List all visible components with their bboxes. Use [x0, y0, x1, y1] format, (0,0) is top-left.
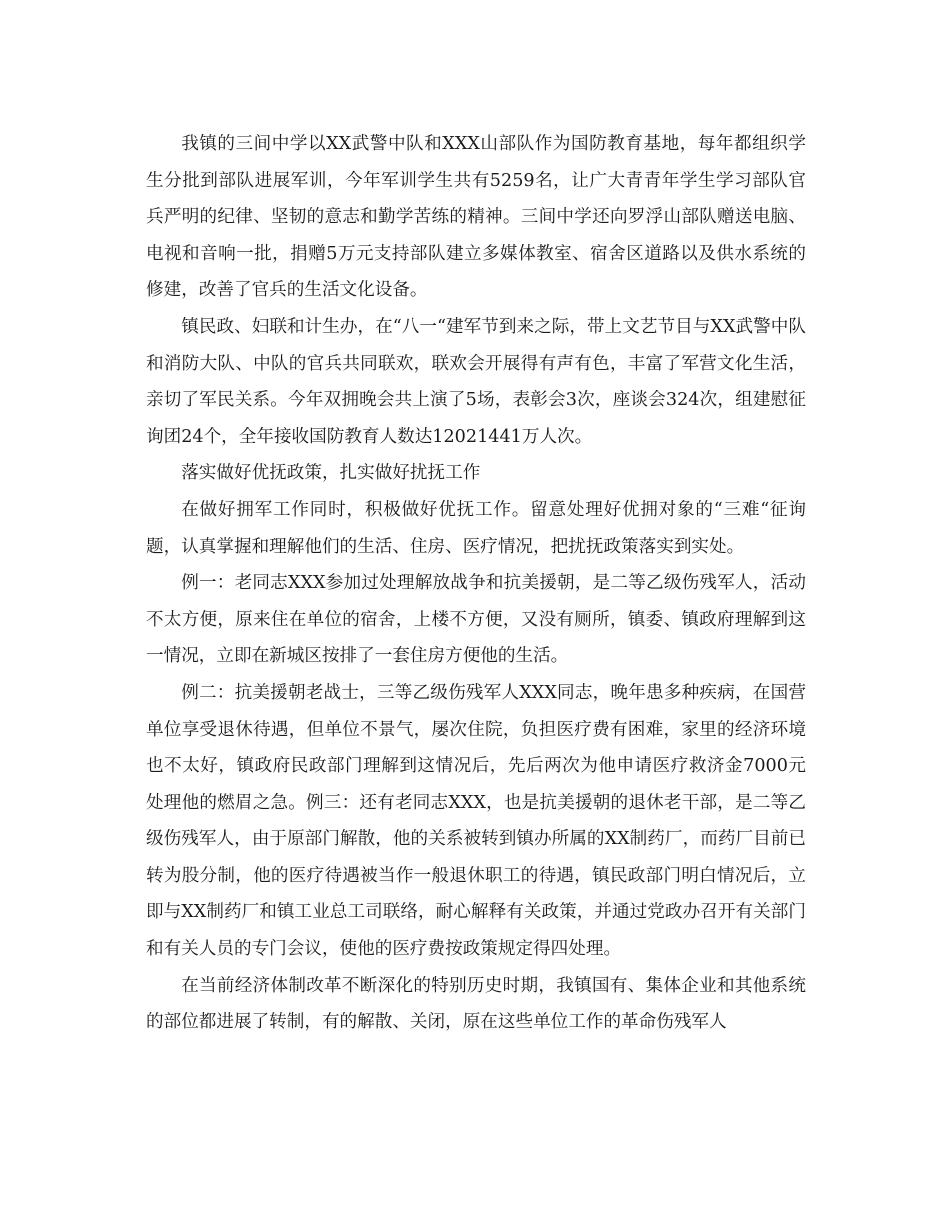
paragraph-example-two-three: 例二：抗美援朝老战士，三等乙级伤残军人XXX同志，晚年患多种疾病，在国营单位享受退休待遇，但单位不景气，屡次住院，负担医疗费有困难，家里的经济环境也不太好，镇政府民政部门理解到这情况后，先后两次为他申请医疗救济金7000元处理他的燃眉之急。例三：还有老同志XXX，也是抗美援朝的退休老干部，是二等乙级伤残军人，由于原部门解散，他的关系被转到镇办所属的XX制药厂，而药厂目前已转为股分制，他的医疗待遇被当作一般退休职工的待遇，镇民政部门明白情况后，立即与XX制药厂和镇工业总工司联络，耐心解释有关政策，并通过党政办召开有关部门和有关人员的专门会议，使他的医疗费按政策规定得四处理。	[146, 682, 806, 960]
paragraph-example-one: 例一：老同志XXX参加过处理解放战争和抗美援朝，是二等乙级伤残军人，活动不太方便，原来住在单位的宿舍，上楼不方便，又没有厕所，镇委、镇政府理解到这一情况，立即在新城区按排了一套住房方便他的生活。	[146, 573, 806, 667]
paragraph-school-military-training: 我镇的三间中学以XX武警中队和XXX山部队作为国防教育基地，每年都组织学生分批到部队进展军训，今年军训学生共有5259名，让广大青青年学生学习部队官兵严明的纪律、坚韧的意志和勤学苦练的精神。三间中学还向罗浮山部队赠送电脑、电视和音响一批，捐赠5万元支持部队建立多媒体教室、宿舍区道路以及供水系统的修建，改善了官兵的生活文化设备。	[146, 134, 806, 301]
document-body	[146, 126, 806, 1041]
paragraph-army-day-celebration: 镇民政、妇联和计生办，在“八一“建军节到来之际，带上文艺节目与XX武警中队和消防大队、中队的官兵共同联欢，联欢会开展得有声有色，丰富了军营文化生活，亲切了军民关系。今年双拥晚会共上演了5场，表彰会3次，座谈会324次，组建慰征询团24个，全年接收国防教育人数达12021441万人次。	[146, 316, 806, 447]
paragraph-preferential-work: 在做好拥军工作同时，积极做好优抚工作。留意处理好优拥对象的“三难“征询题，认真掌握和理解他们的生活、住房、医疗情况，把扰抚政策落实到实处。	[146, 499, 806, 557]
section-heading-preferential-policy: 落实做好优抚政策，扎实做好扰抚工作	[181, 463, 481, 484]
paragraph-economic-reform: 在当前经济体制改革不断深化的特别历史时期，我镇国有、集体企业和其他系统的部位都进展了转制，有的解散、关闭，原在这些单位工作的革命伤残军人	[146, 975, 806, 1033]
